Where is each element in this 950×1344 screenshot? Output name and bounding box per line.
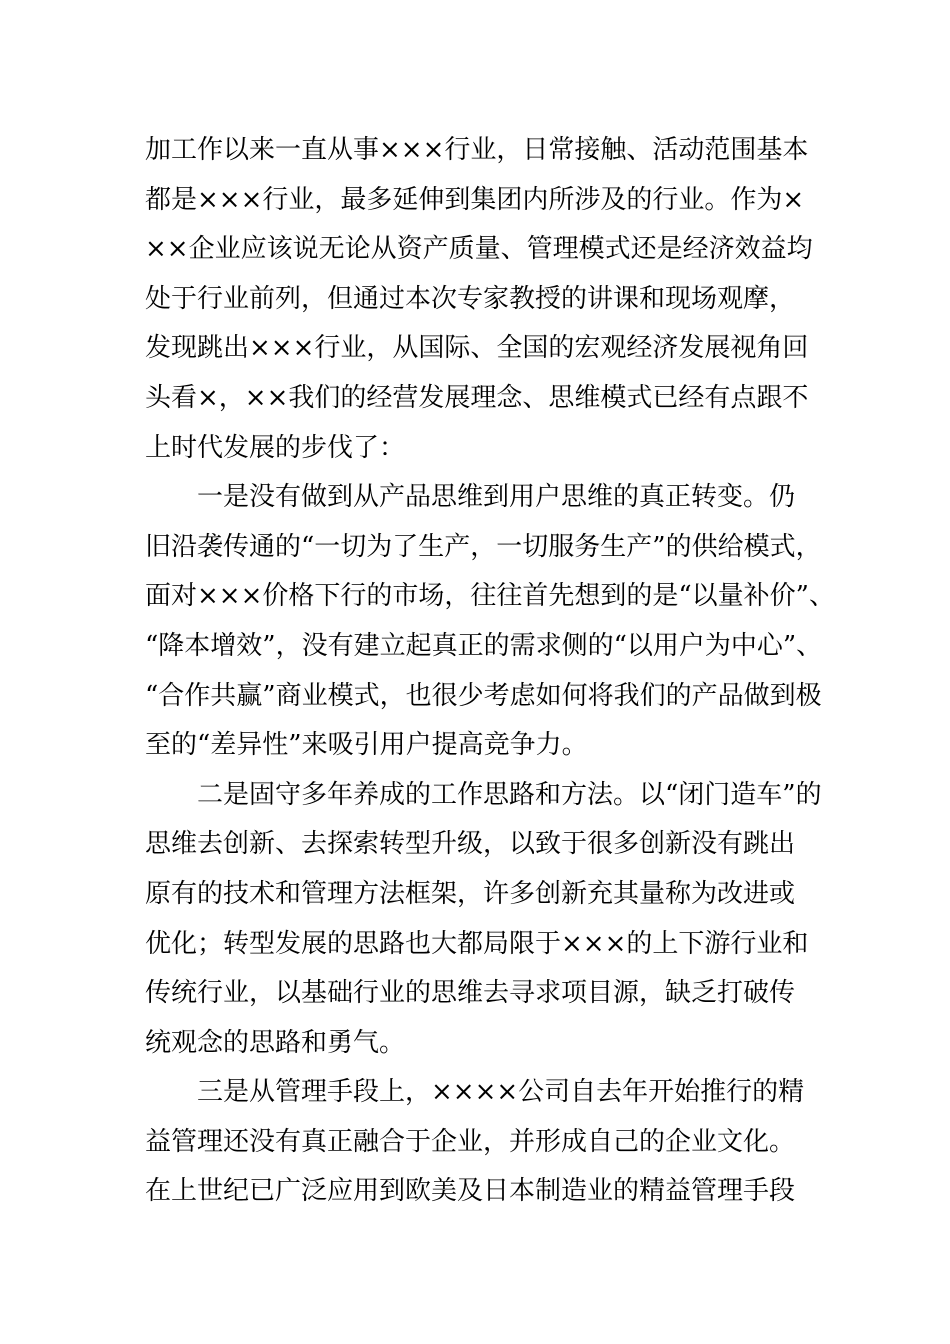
text-line-18: 传统行业，以基础行业的思维去寻求项目源，缺乏打破传 bbox=[145, 978, 796, 1009]
body-text bbox=[145, 126, 835, 1217]
text-line-15: 思维去创新、去探索转型升级，以致于很多创新没有跳出 bbox=[145, 829, 796, 860]
text-line-1: 加工作以来一直从事×××行业，日常接触、活动范围基本 bbox=[145, 135, 809, 165]
text-line-17: 优化；转型发展的思路也大都局限于×××的上下游行业和 bbox=[145, 928, 809, 959]
text-line-10: 面对×××价格下行的市场，往往首先想到的是“以量补价”、 bbox=[145, 581, 835, 612]
text-line-14: 二是固守多年养成的工作思路和方法。以“闭门造车”的 bbox=[145, 779, 822, 810]
text-line-19: 统观念的思路和勇气。 bbox=[145, 1027, 406, 1058]
text-line-13: 至的“差异性”来吸引用户提高竞争力。 bbox=[145, 730, 588, 761]
text-line-16: 原有的技术和管理方法框架，许多创新充其量称为改进或 bbox=[145, 878, 796, 909]
text-line-8: 一是没有做到从产品思维到用户思维的真正转变。仍 bbox=[145, 482, 796, 513]
text-line-6: 头看×，××我们的经营发展理念、思维模式已经有点跟不 bbox=[145, 382, 809, 413]
text-line-11: “降本增效”，没有建立起真正的需求侧的“以用户为中心”、 bbox=[145, 630, 823, 661]
text-line-3: ××企业应该说无论从资产质量、管理模式还是经济效益均 bbox=[145, 234, 813, 265]
text-line-12: “合作共赢”商业模式，也很少考虑如何将我们的产品做到极 bbox=[145, 680, 822, 711]
text-line-7: 上时代发展的步伐了： bbox=[145, 432, 406, 463]
text-line-9: 旧沿袭传通的“一切为了生产，一切服务生产”的供给模式， bbox=[145, 531, 822, 562]
text-line-21: 益管理还没有真正融合于企业，并形成自己的企业文化。 bbox=[145, 1126, 796, 1157]
text-line-5: 发现跳出×××行业，从国际、全国的宏观经济发展视角回 bbox=[145, 333, 809, 364]
text-line-20: 三是从管理手段上，××××公司自去年开始推行的精 bbox=[145, 1077, 805, 1108]
text-line-22: 在上世纪已广泛应用到欧美及日本制造业的精益管理手段 bbox=[145, 1176, 796, 1207]
text-line-4: 处于行业前列，但通过本次专家教授的讲课和现场观摩， bbox=[145, 283, 796, 314]
text-line-2: 都是×××行业，最多延伸到集团内所涉及的行业。作为× bbox=[145, 184, 805, 215]
